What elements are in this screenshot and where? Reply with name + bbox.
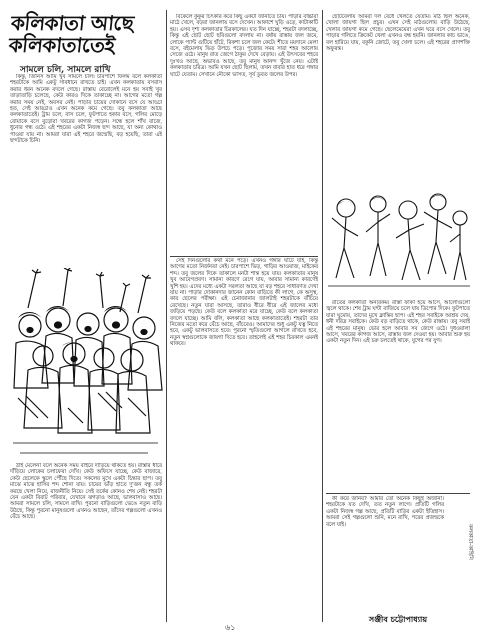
text-column-left-top [10,74,162,264]
paragraph: কিন্তু, জিনিস আমি খুব সামলে চলি। চারপাশে ফিলম বলে কলকাতা শহরটাকে আমি একটু সাবধানে রাখতে চাই। এখন কলকাতায় বসবাস করার ধরন অনেক বদলে গেছে। রাস্তায় বেরোলেই মনে হয় সবাই খুব তাড়াতাড়ি চলেছে, কেউ কারও দিকে তাকাচ্ছে না। আগের মতো গল্প করার সময় নেই, অবসর নেই। পাড়ার চায়ের দোকানে বসে যে আড্ডা হত, সেই আড্ডাও এখন অনেক কমে গেছে। তবু কলকাতা আছে কলকাতাতেই। ট্রাম চলে, বাস চলে, ফুটপাতে হকার বসে, গলির মোড়ে রোয়াকে বসে বুড়োরা খবরের কাগজ পড়েন। সন্ধে হলে শাঁখ বাজে, ধুনোর গন্ধ ওঠে। এই শহরের একটা নিজস্ব ছন্দ আছে, যা অন্য কোথাও পাওয়া যায় না। আমরা যারা এই শহরে জন্মেছি, বড় হয়েছি, তারা এই ছন্দটাকে চিনি। [10,74,162,145]
people-illustration [326,188,472,296]
text-column-right-bottom [326,496,444,620]
section-divider [326,493,470,494]
text-column-middle-top [170,14,318,254]
section-divider [170,256,318,257]
column-divider [322,10,323,622]
crowd-illustration [8,268,166,460]
paragraph: ঠাঁই মেলেনা বলে অনেক সময় বাইরে দাঁড়িয়ে থাকতে হয়। রাস্তার ধারে দাঁড়িয়ে লোকের চলাফেরা দেখি। কেউ অফিসে যাচ্ছে, কেউ বাজারে, কেউ ছেলেকে স্কুলে পৌঁছে দিতে। সকলের মুখে একটা চিন্তার ছাপ। তবু মাঝে মাঝে হাসির শব্দ শোনা যায়। চায়ের ভাঁড় হাতে দু'জন বন্ধু তর্ক করছে খেলা নিয়ে, রাজনীতি নিয়ে। সেই তর্কের কোনও শেষ নেই। শহরটা যেন একটা বিরাট পরিবার, যেখানে ঝগড়াও আছে, ভালবাসাও আছে। আমরা সামলে চলি, সামলে রাখি। পুরনো বাড়িগুলো ভেঙে নতুন বাড়ি উঠছে, কিন্তু পুরনো মানুষগুলো এখনও আছেন, তাঁদের গল্পগুলো এখনও বেঁচে আছে। [10,463,162,521]
paragraph: রাতের কলকাতা অন্যরকম। রাস্তা ফাঁকা হয়ে আসে, আলোগুলো জ্বলে থাকে। শেষ ট্রাম ঘণ্টা বাজিয়ে চলে যায় ডিপোর দিকে। ফুটপাতে যারা ঘুমোয়, তাদের মুখে ক্লান্তির ছাপ। এই শহর সবাইকে আশ্রয় দেয়, ধনী দরিদ্র সবাইকে। কেউ বড় বাড়িতে থাকে, কেউ রাস্তায়। তবু সবাই এই শহরের মানুষ। ভোর হলে আবার সব জেগে ওঠে। দুধওয়ালা আসে, খবরের কাগজ আসে, রাস্তায় জল দেওয়া হয়। আবার শুরু হয় একটা নতুন দিন। এই চক্র চলতেই থাকে, যুগের পর যুগ। [326,300,470,345]
paragraph: বিকেলে কুকুর চিৎকার করে কিছু একটা জানাতে চায়। পাড়ার বাচ্চারা মাঠে খেলে, বড়রা জানলায় বসে দেখেন। আকাশে ঘুড়ি ওড়ে, কাটাকাটি হয়। এসব দৃশ্য কলকাতার চিরকালের। যত দিন যাচ্ছে, শহরটা বদলাচ্ছে, কিন্তু এই ছোট ছোট ছবিগুলো বদলায় না। বর্ষায় রাস্তায় জল জমে, লোকে প্যান্ট গুটিয়ে হাঁটে, রিকশা চলে জল কেটে। শীতে ময়দানে মেলা বসে, বইমেলায় ভিড় উপচে পড়ে। পুজোর সময় সারা শহর আলোয় সেজে ওঠে। মানুষ রাত জেগে ঠাকুর দেখে বেড়ায়। এই উৎসবের শহরে দুঃখও আছে, অভাবও আছে, তবু মানুষ আনন্দ খুঁজে নেয়। এটাই কলকাতার চরিত্র। আমি যখন ছোট ছিলাম, তখন বাবার হাত ধরে গঙ্গার ঘাটে যেতাম। সেখানে নৌকো ভাসত, সূর্য ডুবত জলের উপর। [170,14,318,78]
page-number: ৬১ [225,623,236,632]
text-column-middle-bottom [170,258,318,620]
article-title: কলিকাতা আছে কলিকাতাতেই [7,11,135,57]
paragraph: ছোটবেলায় আমরা দল বেঁধে খেলতে যেতাম। মাঠ ছিল অনেক, খোলা জায়গা ছিল প্রচুর। এখন সেই মাঠগুলোয় বাড়ি উঠেছে, খেলার জায়গা কমে গেছে। ছেলেমেয়েরা এখন ঘরে বসে খেলে। তবু পাড়ার গলিতে ক্রিকেট খেলা এখনও বন্ধ হয়নি। জানলার কাচ ভাঙে, বল হারিয়ে যায়, বকুনি জোটে, তবু খেলা চলে। এই শহরের প্রাণশক্তি অফুরন্ত। [326,14,470,53]
paragraph: সেই দিনগুলোর কথা মনে পড়ে। এখনও গঙ্গার ঘাটে যাই, কিন্তু আগের মতো নির্জনতা নেই। চারপাশে ভিড়, গাড়ির আওয়াজ, মাইকের শব্দ। তবু জলের দিকে তাকালে মনটা শান্ত হয়ে যায়। কলকাতার মানুষ খুব আবেগপ্রবণ। সামান্য কারণে রেগে যায়, আবার সামান্য কারণেই খুশি হয়। এদের মধ্যে একটা সরলতা আছে যা বড় শহরে সাধারণত দেখা যায় না। পাড়ার দোকানদার জানেন কোন বাড়িতে কী লাগে, কে অসুস্থ, কার ছেলের পরীক্ষা। এই চেনাজানার জালটাই শহরটাকে বাঁচিয়ে রেখেছে। নতুন যারা আসছে, তারাও ধীরে ধীরে এই জালের মধ্যে জড়িয়ে পড়ছে। কেউ বলে কলকাতা মরে যাচ্ছে, কেউ বলে কলকাতা বদলে যাচ্ছে। আমি বলি, কলকাতা আছে কলকাতাতেই। শহরটা তার নিজের মতো করে বেঁচে আছে, বাঁচবেও। আমাদের শুধু একটু যত্ন নিতে হবে, একটু ভালবাসতে হবে। পুরনো স্মৃতিগুলো আগলে রাখতে হবে, নতুন স্বপ্নগুলোকে জায়গা দিতে হবে। তাহলেই এই শহর চিরকাল এমনই থাকবে। [170,258,318,348]
column-divider [166,10,167,622]
side-stamp: কলকাতা-কাহিনি [467,524,473,560]
text-column-right-top [326,14,470,184]
paragraph: কী করে জানব? আমার তো অনেক কিছুই অজানা। শহরটাকে যত দেখি, তত নতুন লাগে। প্রতিটি গলির একটা নিজস্ব গল্প আছে, প্রতিটি বাড়ির একটা ইতিহাস। আমরা সেই গল্পগুলো শুনি, মনে রাখি, পরের প্রজন্মকে বলে যাই। [326,496,444,528]
author-signature: সঞ্জীব চট্টোপাধ্যায় [368,614,428,624]
text-column-right-middle [326,300,470,490]
text-column-left-bottom [10,463,162,619]
article-subtitle: সামলে চলি, সামলে রাখি [20,65,111,75]
